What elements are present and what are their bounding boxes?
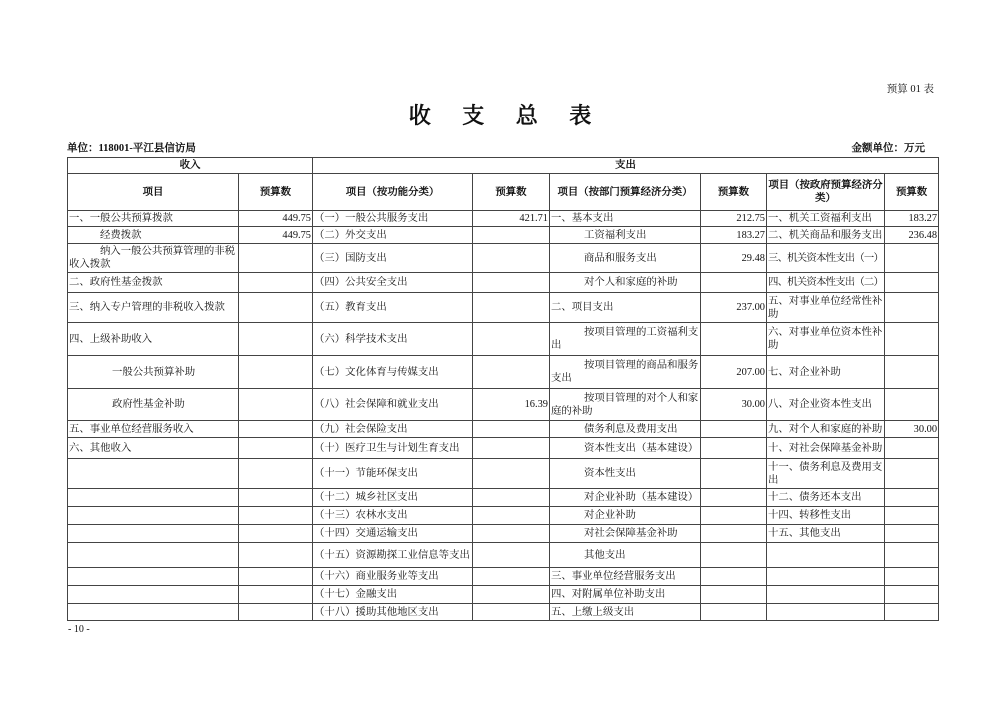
table-row <box>68 438 939 459</box>
gov-econ-amount-cell <box>885 604 939 621</box>
function-amount-cell <box>473 543 550 568</box>
function-amount-cell <box>473 459 550 489</box>
header-function-budget: 预算数 <box>473 174 550 211</box>
table-row <box>68 356 939 389</box>
income-item-cell <box>68 586 239 604</box>
income-amount-cell <box>239 273 313 293</box>
table-row <box>68 489 939 507</box>
gov-econ-item-cell <box>767 568 885 586</box>
income-amount-cell <box>239 389 313 421</box>
dept-econ-amount-cell: 237.00 <box>701 293 767 323</box>
gov-econ-item-cell <box>767 604 885 621</box>
dept-econ-item-cell: 一、基本支出 <box>550 211 701 227</box>
income-amount-cell <box>239 421 313 438</box>
function-amount-cell: 16.39 <box>473 389 550 421</box>
table-row <box>68 273 939 293</box>
function-amount-cell <box>473 323 550 356</box>
dept-econ-amount-cell <box>701 586 767 604</box>
dept-econ-amount-cell <box>701 543 767 568</box>
income-amount-cell <box>239 604 313 621</box>
gov-econ-amount-cell <box>885 389 939 421</box>
gov-econ-amount-cell <box>885 543 939 568</box>
header-income-budget: 预算数 <box>239 174 313 211</box>
gov-econ-item-cell <box>767 543 885 568</box>
function-item-cell: （一）一般公共服务支出 <box>313 211 473 227</box>
function-item-cell: （十八）援助其他地区支出 <box>313 604 473 621</box>
income-item-cell: 一、一般公共预算拨款 <box>68 211 239 227</box>
income-item-cell <box>68 568 239 586</box>
income-item-cell: 三、纳入专户管理的非税收入拨款 <box>68 293 239 323</box>
income-amount-cell: 449.75 <box>239 227 313 244</box>
function-item-cell: （十七）金融支出 <box>313 586 473 604</box>
table-row <box>68 323 939 356</box>
dept-econ-amount-cell: 30.00 <box>701 389 767 421</box>
income-item-cell: 二、政府性基金拨款 <box>68 273 239 293</box>
gov-econ-item-cell: 十二、债务还本支出 <box>767 489 885 507</box>
table-row <box>68 568 939 586</box>
dept-econ-amount-cell <box>701 459 767 489</box>
dept-econ-amount-cell <box>701 525 767 543</box>
amount-unit-label: 金额单位：万元 <box>851 143 925 154</box>
function-amount-cell <box>473 227 550 244</box>
gov-econ-amount-cell <box>885 507 939 525</box>
function-item-cell: （十三）农林水支出 <box>313 507 473 525</box>
function-item-cell: （十五）资源勘探工业信息等支出 <box>313 543 473 568</box>
table-row <box>68 604 939 621</box>
income-amount-cell: 449.75 <box>239 211 313 227</box>
function-item-cell: （十六）商业服务业等支出 <box>313 568 473 586</box>
budget-summary-table <box>67 157 939 621</box>
gov-econ-amount-cell <box>885 459 939 489</box>
gov-econ-amount-cell <box>885 438 939 459</box>
dept-econ-item-cell: 按项目管理的工资福利支出 <box>550 323 701 356</box>
function-item-cell: （十二）城乡社区支出 <box>313 489 473 507</box>
gov-econ-item-cell: 六、对事业单位资本性补助 <box>767 323 885 356</box>
dept-econ-item-cell: 按项目管理的对个人和家庭的补助 <box>550 389 701 421</box>
income-item-cell <box>68 459 239 489</box>
table-row <box>68 227 939 244</box>
gov-econ-amount-cell: 183.27 <box>885 211 939 227</box>
function-item-cell: （十四）交通运输支出 <box>313 525 473 543</box>
gov-econ-item-cell: 二、机关商品和服务支出 <box>767 227 885 244</box>
gov-econ-amount-cell <box>885 525 939 543</box>
dept-econ-item-cell: 债务利息及费用支出 <box>550 421 701 438</box>
function-item-cell: （八）社会保障和就业支出 <box>313 389 473 421</box>
function-amount-cell <box>473 356 550 389</box>
gov-econ-amount-cell <box>885 356 939 389</box>
dept-econ-item-cell: 商品和服务支出 <box>550 244 701 273</box>
income-amount-cell <box>239 323 313 356</box>
gov-econ-item-cell: 十、对社会保障基金补助 <box>767 438 885 459</box>
header-dept-econ-budget: 预算数 <box>701 174 767 211</box>
dept-econ-item-cell: 二、项目支出 <box>550 293 701 323</box>
function-amount-cell <box>473 525 550 543</box>
dept-econ-amount-cell: 212.75 <box>701 211 767 227</box>
dept-econ-amount-cell <box>701 421 767 438</box>
function-amount-cell <box>473 604 550 621</box>
header-dept-econ-item: 项目（按部门预算经济分类） <box>550 174 701 211</box>
gov-econ-amount-cell <box>885 586 939 604</box>
income-amount-cell <box>239 543 313 568</box>
function-item-cell: （十）医疗卫生与计划生育支出 <box>313 438 473 459</box>
income-amount-cell <box>239 489 313 507</box>
gov-econ-amount-cell: 236.48 <box>885 227 939 244</box>
header-gov-econ-item: 项目（按政府预算经济分类） <box>767 174 885 211</box>
gov-econ-amount-cell <box>885 293 939 323</box>
income-item-cell <box>68 489 239 507</box>
income-amount-cell <box>239 568 313 586</box>
table-row <box>68 586 939 604</box>
table-row <box>68 389 939 421</box>
income-item-cell <box>68 507 239 525</box>
header-expenditure: 支出 <box>313 158 939 174</box>
table-row <box>68 543 939 568</box>
table-number: 预算 01 表 <box>886 84 934 95</box>
dept-econ-amount-cell <box>701 323 767 356</box>
function-item-cell: （十一）节能环保支出 <box>313 459 473 489</box>
dept-econ-item-cell: 其他支出 <box>550 543 701 568</box>
function-item-cell: （四）公共安全支出 <box>313 273 473 293</box>
income-item-cell <box>68 525 239 543</box>
function-amount-cell: 421.71 <box>473 211 550 227</box>
table-row <box>68 525 939 543</box>
gov-econ-item-cell: 十五、其他支出 <box>767 525 885 543</box>
income-amount-cell <box>239 244 313 273</box>
function-amount-cell <box>473 438 550 459</box>
table-row <box>68 244 939 273</box>
dept-econ-item-cell: 对个人和家庭的补助 <box>550 273 701 293</box>
income-amount-cell <box>239 586 313 604</box>
dept-econ-item-cell: 对企业补助（基本建设） <box>550 489 701 507</box>
function-item-cell: （九）社会保险支出 <box>313 421 473 438</box>
header-gov-econ-budget: 预算数 <box>885 174 939 211</box>
gov-econ-item-cell: 九、对个人和家庭的补助 <box>767 421 885 438</box>
function-amount-cell <box>473 489 550 507</box>
unit-label: 单位：118001-平江县信访局 <box>67 143 196 154</box>
dept-econ-amount-cell: 207.00 <box>701 356 767 389</box>
header-row-groups <box>68 158 939 174</box>
dept-econ-amount-cell <box>701 568 767 586</box>
dept-econ-amount-cell <box>701 489 767 507</box>
gov-econ-amount-cell <box>885 273 939 293</box>
income-item-cell: 经费拨款 <box>68 227 239 244</box>
function-amount-cell <box>473 244 550 273</box>
gov-econ-item-cell: 七、对企业补助 <box>767 356 885 389</box>
table-row <box>68 507 939 525</box>
income-amount-cell <box>239 459 313 489</box>
gov-econ-item-cell: 十一、债务利息及费用支出 <box>767 459 885 489</box>
gov-econ-amount-cell: 30.00 <box>885 421 939 438</box>
table-row <box>68 421 939 438</box>
table-row <box>68 293 939 323</box>
dept-econ-item-cell: 资本性支出 <box>550 459 701 489</box>
table-row <box>68 459 939 489</box>
function-amount-cell <box>473 568 550 586</box>
function-item-cell: （七）文化体育与传媒支出 <box>313 356 473 389</box>
dept-econ-amount-cell <box>701 273 767 293</box>
income-item-cell: 一般公共预算补助 <box>68 356 239 389</box>
dept-econ-amount-cell <box>701 604 767 621</box>
gov-econ-item-cell: 一、机关工资福利支出 <box>767 211 885 227</box>
header-row-columns <box>68 174 939 211</box>
income-item-cell <box>68 604 239 621</box>
dept-econ-item-cell: 五、上缴上级支出 <box>550 604 701 621</box>
header-function-item: 项目（按功能分类） <box>313 174 473 211</box>
dept-econ-amount-cell <box>701 438 767 459</box>
gov-econ-item-cell: 三、机关资本性支出（一） <box>767 244 885 273</box>
dept-econ-amount-cell: 29.48 <box>701 244 767 273</box>
income-item-cell: 五、事业单位经营服务收入 <box>68 421 239 438</box>
income-item-cell <box>68 543 239 568</box>
function-item-cell: （二）外交支出 <box>313 227 473 244</box>
function-item-cell: （六）科学技术支出 <box>313 323 473 356</box>
income-item-cell: 政府性基金补助 <box>68 389 239 421</box>
page-title: 收 支 总 表 <box>408 103 605 128</box>
page-number: - 10 - <box>68 624 90 635</box>
gov-econ-amount-cell <box>885 323 939 356</box>
function-item-cell: （三）国防支出 <box>313 244 473 273</box>
income-amount-cell <box>239 525 313 543</box>
gov-econ-amount-cell <box>885 489 939 507</box>
gov-econ-item-cell: 四、机关资本性支出（二） <box>767 273 885 293</box>
function-amount-cell <box>473 293 550 323</box>
dept-econ-item-cell: 四、对附属单位补助支出 <box>550 586 701 604</box>
dept-econ-item-cell: 资本性支出（基本建设） <box>550 438 701 459</box>
header-income-item: 项目 <box>68 174 239 211</box>
income-item-cell: 六、其他收入 <box>68 438 239 459</box>
income-amount-cell <box>239 356 313 389</box>
gov-econ-item-cell: 五、对事业单位经常性补助 <box>767 293 885 323</box>
dept-econ-item-cell: 工资福利支出 <box>550 227 701 244</box>
function-amount-cell <box>473 273 550 293</box>
dept-econ-amount-cell <box>701 507 767 525</box>
function-amount-cell <box>473 586 550 604</box>
gov-econ-amount-cell <box>885 244 939 273</box>
income-item-cell: 四、上级补助收入 <box>68 323 239 356</box>
dept-econ-item-cell: 按项目管理的商品和服务支出 <box>550 356 701 389</box>
function-item-cell: （五）教育支出 <box>313 293 473 323</box>
header-income: 收入 <box>68 158 313 174</box>
gov-econ-item-cell <box>767 586 885 604</box>
gov-econ-item-cell: 十四、转移性支出 <box>767 507 885 525</box>
function-amount-cell <box>473 421 550 438</box>
gov-econ-amount-cell <box>885 568 939 586</box>
income-item-cell: 纳入一般公共预算管理的非税收入拨款 <box>68 244 239 273</box>
table-row <box>68 211 939 227</box>
dept-econ-item-cell: 三、事业单位经营服务支出 <box>550 568 701 586</box>
dept-econ-amount-cell: 183.27 <box>701 227 767 244</box>
dept-econ-item-cell: 对社会保障基金补助 <box>550 525 701 543</box>
dept-econ-item-cell: 对企业补助 <box>550 507 701 525</box>
income-amount-cell <box>239 293 313 323</box>
income-amount-cell <box>239 507 313 525</box>
gov-econ-item-cell: 八、对企业资本性支出 <box>767 389 885 421</box>
function-amount-cell <box>473 507 550 525</box>
income-amount-cell <box>239 438 313 459</box>
